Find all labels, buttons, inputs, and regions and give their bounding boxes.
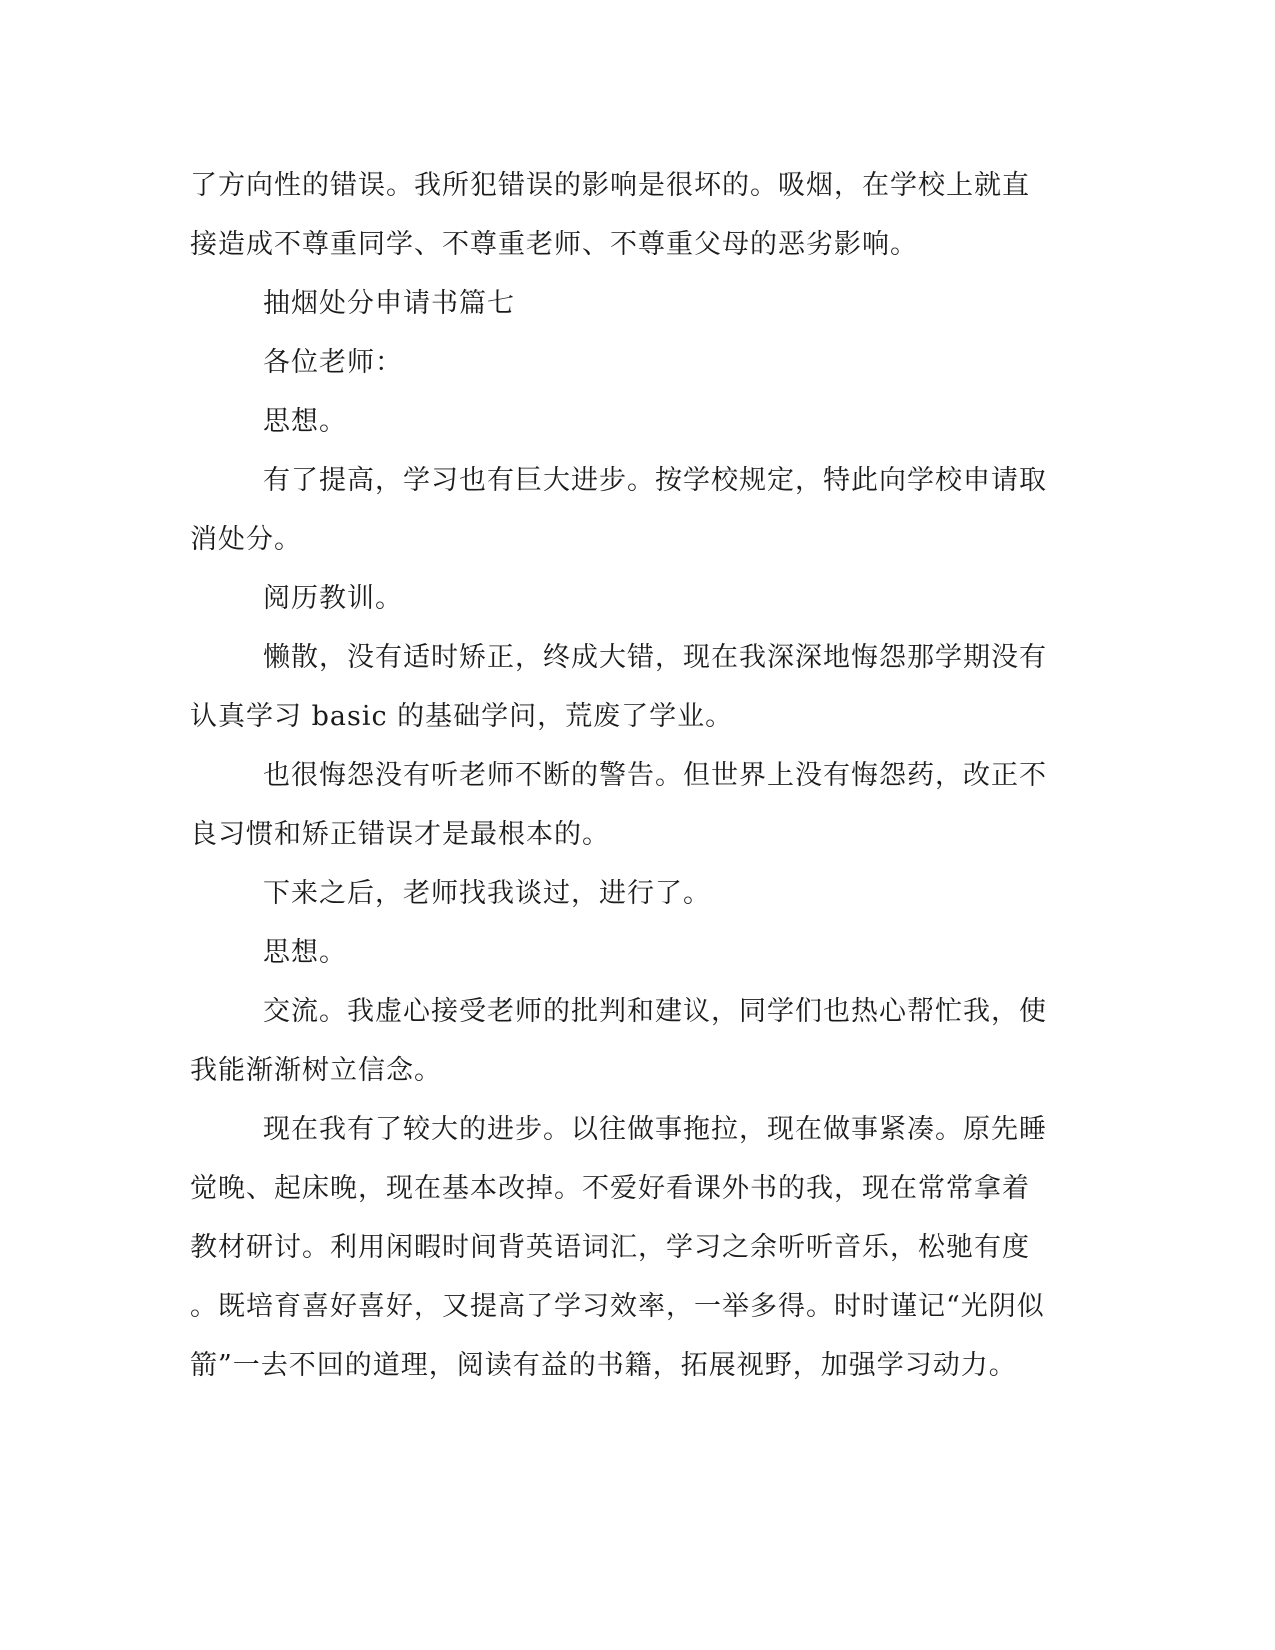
text-line-18: 觉晚、起床晚，现在基本改掉。不爱好看课外书的我，现在常常拿着	[190, 1173, 1030, 1204]
text-line-2: 接造成不尊重同学、不尊重老师、不尊重父母的恶劣影响。	[190, 229, 918, 260]
text-line-9: 懒散，没有适时矫正，终成大错，现在我深深地悔怨那学期没有	[263, 642, 1047, 673]
text-line-21: 箭”一去不回的道理，阅读有益的书籍，拓展视野，加强学习动力。	[190, 1350, 1017, 1381]
text-line-14: 思想。	[263, 937, 347, 968]
text-line-13: 下来之后，老师找我谈过，进行了。	[263, 878, 711, 909]
text-line-16: 我能渐渐树立信念。	[190, 1055, 442, 1086]
text-line-8: 阅历教训。	[263, 583, 403, 614]
text-line-12: 良习惯和矫正错误才是最根本的。	[190, 819, 610, 850]
text-line-5: 思想。	[263, 406, 347, 437]
text-line-6: 有了提高，学习也有巨大进步。按学校规定，特此向学校申请取	[263, 465, 1047, 496]
text-line-17: 现在我有了较大的进步。以往做事拖拉，现在做事紧凑。原先睡	[263, 1114, 1047, 1145]
text-line-7: 消处分。	[190, 524, 302, 555]
text-line-11: 也很悔怨没有听老师不断的警告。但世界上没有悔怨药，改正不	[263, 760, 1047, 791]
text-line-20: 。既培育喜好喜好，又提高了学习效率，一举多得。时时谨记“光阴似	[190, 1291, 1045, 1322]
salutation: 各位老师：	[263, 347, 403, 378]
text-line-19: 教材研讨。利用闲暇时间背英语词汇，学习之余听听音乐，松驰有度	[190, 1232, 1030, 1263]
text-line-15: 交流。我虚心接受老师的批判和建议，同学们也热心帮忙我，使	[263, 996, 1047, 1027]
text-line-1: 了方向性的错误。我所犯错误的影响是很坏的。吸烟，在学校上就直	[190, 170, 1030, 201]
section-heading: 抽烟处分申请书篇七	[263, 288, 515, 319]
text-line-10: 认真学习 basic 的基础学问，荒废了学业。	[190, 701, 734, 732]
